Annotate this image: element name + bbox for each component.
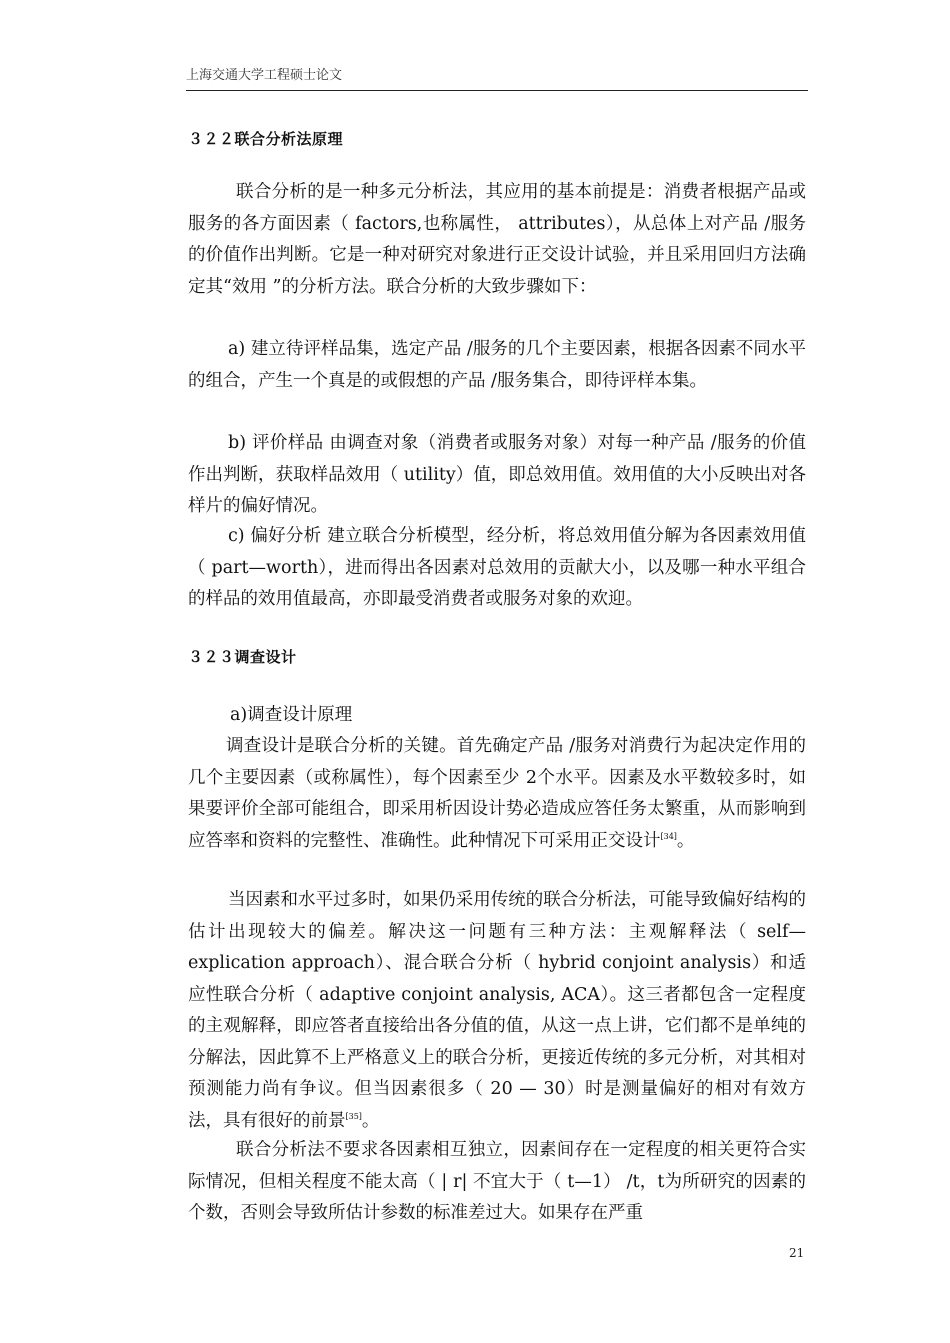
paragraph-design-1-text: 调查设计是联合分析的关键。首先确定产品 /服务对消费行为起决定作用的几个主要因素（或称属性），每个因素至少 2个水平。因素及水平数较多时，如果要评价全部可能组合，即采用析因设计势必造成应答任务太繁重，从而影响到应答率和资料的完整性、准确性。此种情况下可采用正交设计 [188,736,806,851]
page-header [186,62,808,91]
paragraph-design-1 [188,731,806,857]
paragraph-design-1-end: 。 [676,830,695,851]
citation-35: [35] [345,1111,362,1121]
paragraph-design-3: 联合分析法不要求各因素相互独立，因素间存在一定程度的相关更符合实际情况，但相关程度不能太高（ | r| 不宜大于（ t—1） /t，t为所研究的因素的个数，否则会导致所估计参数的标准差过大。如果存在严重 [188,1140,806,1223]
paragraph-step-a: a) 建立待评样品集，选定产品 /服务的几个主要因素，根据各因素不同水平的组合，产生一个真是的或假想的产品 /服务集合，即待评样本集。 [188,339,806,391]
citation-34: [34] [660,831,677,841]
paragraph-step-c: c) 偏好分析 建立联合分析模型，经分析，将总效用值分解为各因素效用值（ part—worth），进而得出各因素对总效用的贡献大小，以及哪一种水平组合的样品的效用值最高，亦即最受消费者或服务对象的欢迎。 [188,526,806,609]
header-title: 上海交通大学工程硕士论文 [186,68,343,83]
paragraph-step-b: b) 评价样品 由调查对象（消费者或服务对象）对每一种产品 /服务的价值作出判断，获取样品效用（ utility）值，即总效用值。效用值的大小反映出对各样片的偏好情况。 [188,433,806,516]
page-number: 21 [789,1246,805,1260]
paragraph-design-2 [188,885,806,1137]
paragraph-design-2-text: 当因素和水平过多时，如果仍采用传统的联合分析法，可能导致偏好结构的估计出现较大的偏差。解决这一问题有三种方法：主观解释法（ self—explication approach）、混合联合分析（ hybrid conjoint analysis）和适应性联合分析（ adaptive conjoint analysis, ACA）。这三者都包含一定程度的主观解释，即应答者直接给出各分值的值，从这一点上讲，它们都不是单纯的分解法，因此算不上严格意义上的联合分析，更接近传统的多元分析，对其相对预测能力尚有争议。但当因素很多（ 20 — 30）时是测量偏好的相对有效方法，具有很好的前景 [188,890,806,1131]
paragraph-design-2-end: 。 [361,1110,380,1131]
section-heading-322: ３２２联合分析法原理 [188,130,344,148]
section-heading-323: ３２３调查设计 [188,648,297,666]
sub-heading-design-principle: a)调查设计原理 [230,705,353,725]
paragraph-intro: 联合分析的是一种多元分析法，其应用的基本前提是：消费者根据产品或服务的各方面因素（ factors,也称属性， attributes），从总体上对产品 /服务的价值作出判断。它是一种对研究对象进行正交设计试验，并且采用回归方法确定其“效用 ”的分析方法。联合分析的大致步骤如下： [188,182,806,297]
